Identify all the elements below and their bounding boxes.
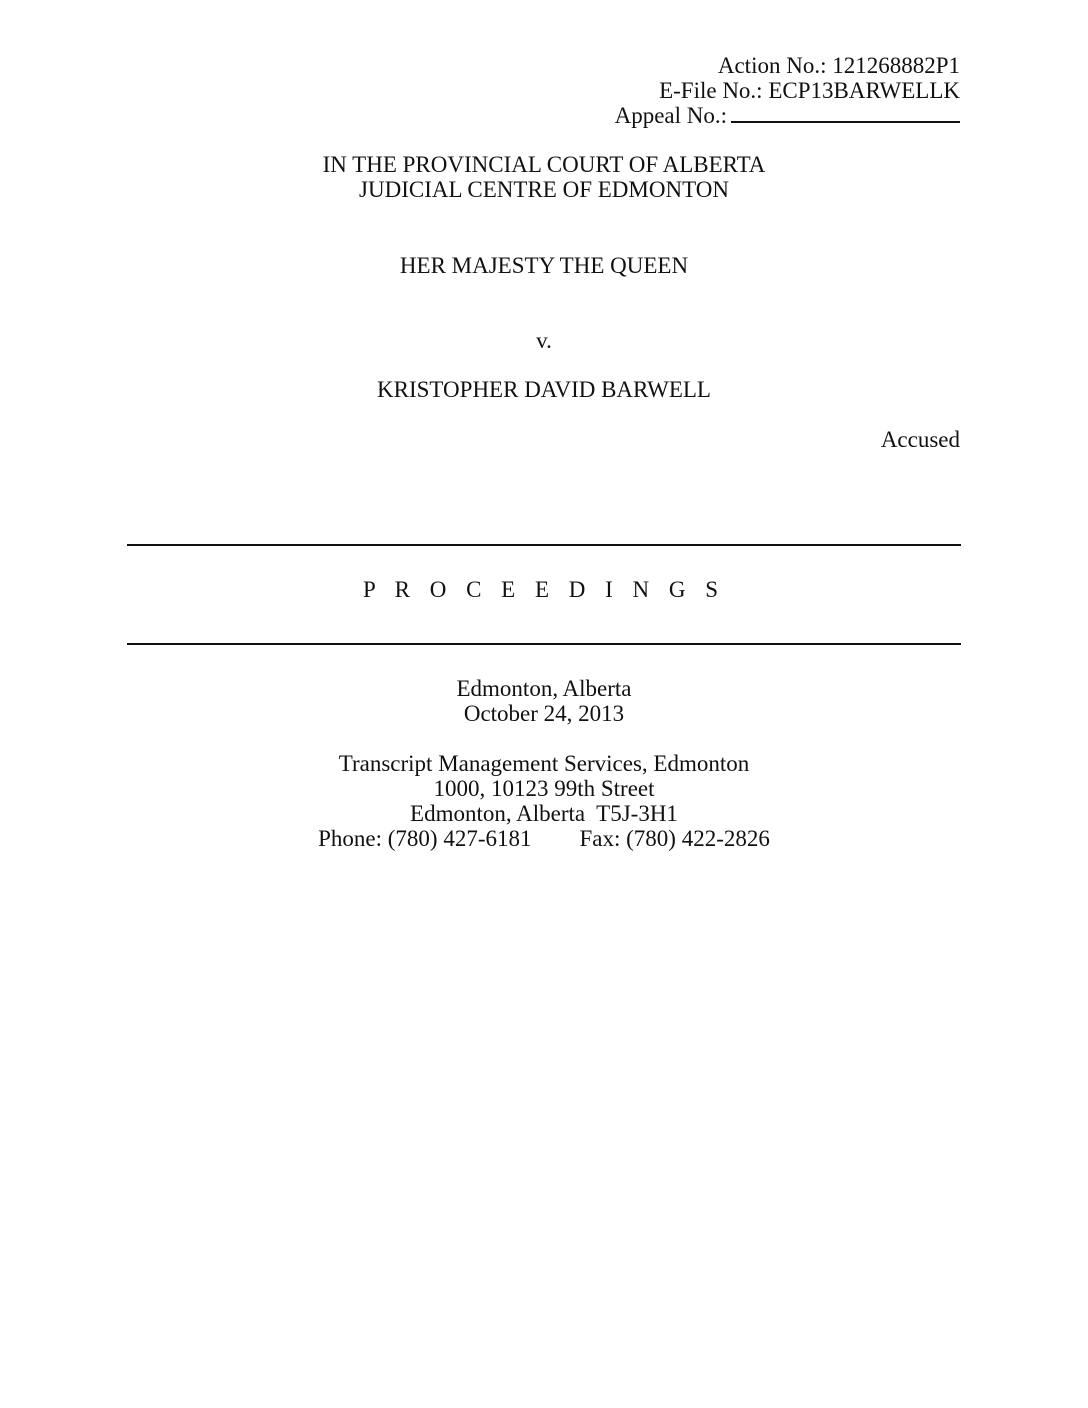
transcriber-phone: Phone: (780) 427-6181: [318, 826, 532, 851]
transcriber-contact: [0, 826, 1088, 851]
appeal-number-label: Appeal No.:: [614, 103, 727, 128]
transcriber-name: Transcript Management Services, Edmonton: [338, 751, 750, 776]
judicial-centre: JUDICIAL CENTRE OF EDMONTON: [359, 177, 729, 202]
transcriber-address-line2: Edmonton, Alberta T5J-3H1: [410, 801, 678, 826]
versus: v.: [536, 328, 552, 353]
document-title-text: P R O C E E D I N G S: [362, 577, 726, 602]
crown-party: HER MAJESTY THE QUEEN: [399, 253, 689, 278]
transcriber-fax: Fax: (780) 422-2826: [579, 826, 770, 851]
document-title: [0, 577, 1088, 602]
transcriber-address-line1: 1000, 10123 99th Street: [433, 776, 655, 801]
proceedings-date: October 24, 2013: [463, 701, 625, 726]
appeal-number: [615, 103, 960, 128]
top-rule: [127, 544, 961, 546]
proceedings-location: Edmonton, Alberta: [456, 676, 632, 701]
appeal-number-blank: [731, 103, 960, 123]
accused-label: Accused: [880, 427, 960, 452]
efile-number: E-File No.: ECP13BARWELLK: [659, 78, 960, 103]
bottom-rule: [127, 643, 961, 645]
court-name: IN THE PROVINCIAL COURT OF ALBERTA: [322, 152, 766, 177]
accused-name: KRISTOPHER DAVID BARWELL: [377, 377, 711, 402]
action-number: Action No.: 121268882P1: [717, 53, 960, 78]
